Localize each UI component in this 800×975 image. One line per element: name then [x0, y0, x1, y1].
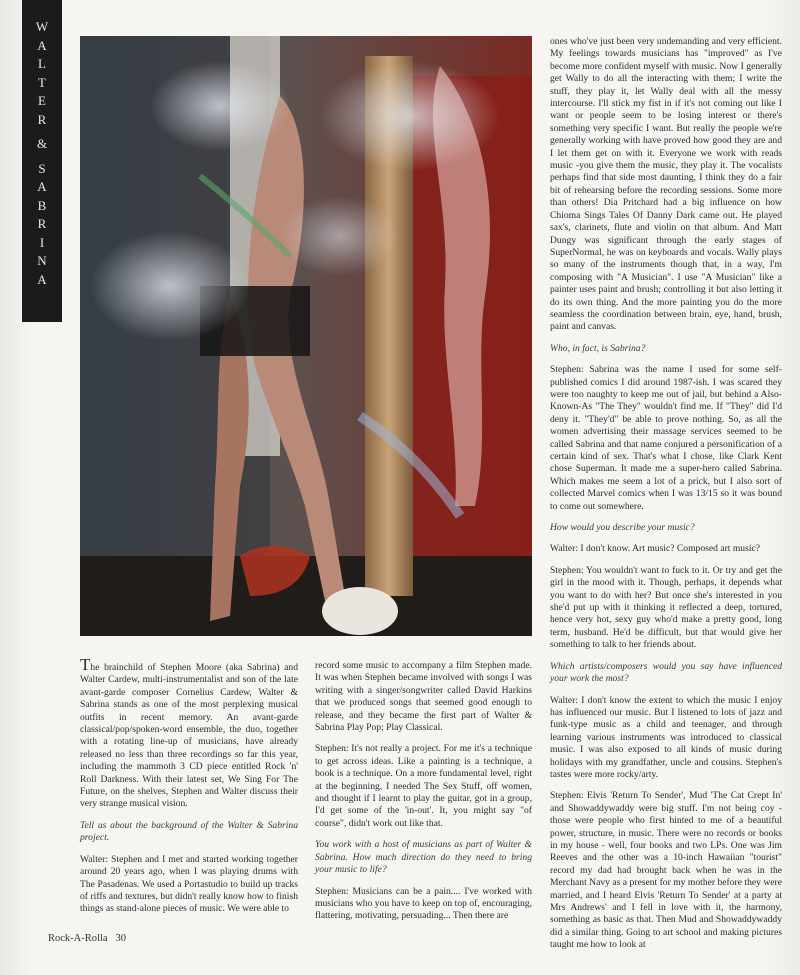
side-title-letter: T	[38, 74, 46, 90]
interview-answer: ones who've just been very undemanding and very efficient. My feelings towards musicians has "improved" as I've become more confident myself with music. Now I generally get Wally to do all the interacting with them; I write the stuff, they play it, let Wally deal with all the messy intercourse. I'll stick my fist in if it's not coming out like I want or people seem to be losing interest or there's something very specific I want. But really the people we're generally working with have proved how good they are and I let them get on with it. Everyone we work with reads music -you give them the music, they play it. The vocalists perhaps find that side most daunting, I think they do a fair bit of rehearsing before the recording sessions. Some more than others! Dia Pritchard had a big influence on how Chioma Sings Tales Of Danny Dark came out. He played sax's, clarinets, flute and violin on that album. And Matt Dungy was significant through the early stages of SuperNormal, he was on keyboards and vocals. Wally plays so many of the instruments though that, in a way, I'm composing with "A Musician". I use "A Musician" like a painter uses paint and brush; controlling it but also letting it do its own thing. And the more painting you do the more seamless the coordination between brain, eye, hand, brush, paint and canvas.	[550, 36, 782, 333]
side-title-letter: L	[38, 56, 46, 71]
interview-answer: Walter: I don't know. Art music? Composed art music?	[550, 543, 761, 555]
side-title-letter: E	[38, 93, 46, 108]
interview-question: You work with a host of musicians as part of Walter & Sabrina. How much direction do they need to bring your music to life?	[315, 839, 532, 876]
interview-answer: Stephen: It's not really a project. For me it's a technique to get across ideas. Like a painting is a technique, a book is a technique. On a more fundamental level, right at the beginning, I needed The Sex Stuff, off women, and thought if I learnt to play the guitar, got in a group, I'd get some of the 'in-out'. It, you might say "of course", didn't work out like that.	[315, 743, 532, 829]
interview-answer: Stephen: Elvis 'Return To Sender', Mud 'The Cat Crept In' and Showaddywaddy were big stuff. I'm not being coy - those were people who first hinted to me of a beautiful power, structure, in music. There were no records or books in my house - well, four books and two LPs. One was Jim Reeves and the other was a 10-inch Hawaiian "tourist" record my dad had brought back when he was in the Merchant Navy as a present for my mother before they were married, and I heard Elvis 'Return To Sender' at a party at Mrs Andrews' and I fell in love with it, the harmony, something as basic as that. Then Mud and Showaddywaddy did a similar thing. Going to art school and making pictures taught me how to look at	[550, 790, 782, 951]
side-title-letter: A	[37, 37, 47, 53]
interview-answer: Walter: Stephen and I met and started working together around 20 years ago, when I was playing drums with The Pasadenas. We used a Portastudio to build up tracks of riffs and textures, but didn't really know how to finish things as stand-alone pieces of music. We were able to	[80, 853, 298, 915]
side-title-letter: &	[36, 136, 48, 151]
interview-answer: Walter: I don't know the extent to which the music I enjoy has influenced our music. But I listened to lots of jazz and funk-type music as a child and teenager, and through learning various instruments was introduced to classical music. I was also exposed to all kinds of music during holidays with my grandfather, uncle and cousins. Stephen's tastes were more rocky/arty.	[550, 694, 782, 780]
interview-answer: Stephen: Musicians can be a pain.... I've worked with musicians who you have to keep on top of, encouraging, flattering, motivating, persuading... Then there are	[315, 885, 532, 922]
side-title-letter: I	[39, 234, 45, 250]
interview-answer: Stephen: Sabrina was the name I used for some self-published comics I did around 1987-ish. I was scared they were too naughty to keep me out of jail, but behind a Also-Known-As "The They" wouldn't find me. If "They" did I'd deny it. "They'd" be able to prove nothing. So, as all the women advertising their massage services seemed to be called Sabrina and that name conjured a personification of a certain kind of sex. That's what I chose, like Clark Kent chose Superman. It made me a super-hero called Sabrina. Which makes me seem a lot of a prick, but I also sort of collected Marvel comics when I was 13/15 so it was bound to come out somewhere.	[550, 364, 782, 512]
interview-question: Which artists/composers would you say have influenced your work the most?	[550, 660, 782, 685]
feature-photo	[80, 36, 532, 636]
photo-illustration	[80, 36, 532, 636]
side-title-letter: N	[37, 253, 47, 268]
side-title-letter: B	[37, 197, 47, 213]
page-footer	[48, 933, 126, 944]
article-column-left	[80, 655, 298, 925]
intro-paragraph	[80, 655, 298, 811]
side-title-letter: S	[38, 160, 46, 176]
interview-answer: record some music to accompany a film Stephen made. It was when Stephen became involved with songs I was writing with a singer/songwriter called David Harkins that we produced songs that seemed good enough to release, and they became the first part of Walter & Sabrina Play Pop; Play Classical.	[315, 660, 532, 734]
article-column-right	[550, 36, 782, 961]
interview-question: Who, in fact, is Sabrina?	[550, 342, 646, 354]
page-number: 30	[115, 933, 126, 944]
interview-answer: Stephen: You wouldn't want to fuck to it. Or try and get the girl in the mood with it. Though, perhaps, it depends what you want to do with her? But once she's interested in you she'd put up with it thinking it reflected a deep, tortured, hence very hot, sexy guy who'd make a pretty good, long term, husband. He'd be difficult, but that would give her something to talk to her friends about.	[550, 564, 782, 651]
side-title-letter: W	[35, 19, 49, 34]
side-title-letter: A	[37, 271, 47, 287]
article-column-middle	[315, 660, 532, 932]
interview-question: How would you describe your music?	[550, 522, 695, 534]
magazine-name: Rock-A-Rolla	[48, 933, 108, 944]
vertical-title-strip	[22, 0, 62, 322]
interview-question: Tell us about the background of the Walter & Sabrina project.	[80, 819, 298, 844]
side-title-letter: A	[37, 179, 47, 194]
drop-cap: T	[80, 655, 91, 674]
side-title-letter: R	[37, 111, 47, 127]
side-title-letter: R	[37, 216, 47, 231]
intro-text: he brainchild of Stephen Moore (aka Sabrina) and Walter Cardew, multi-instrumentalist and son of the late avant-garde composer Cornelius Cardew, Walter & Sabrina stands as one of the most perplexing musical outfits in recent memory. An avant-garde classical/pop/spoken-word ensemble, the duo, together with a rotating line-up of musicians, have already released no less than three recordings so far this year, including the mammoth 3 CD piece entitled Rock 'n' Roll Darkness. With their latest set, We Sing For The Future, on the shelves, Stephen and Walter discuss their very strange musical vision.	[80, 662, 298, 810]
